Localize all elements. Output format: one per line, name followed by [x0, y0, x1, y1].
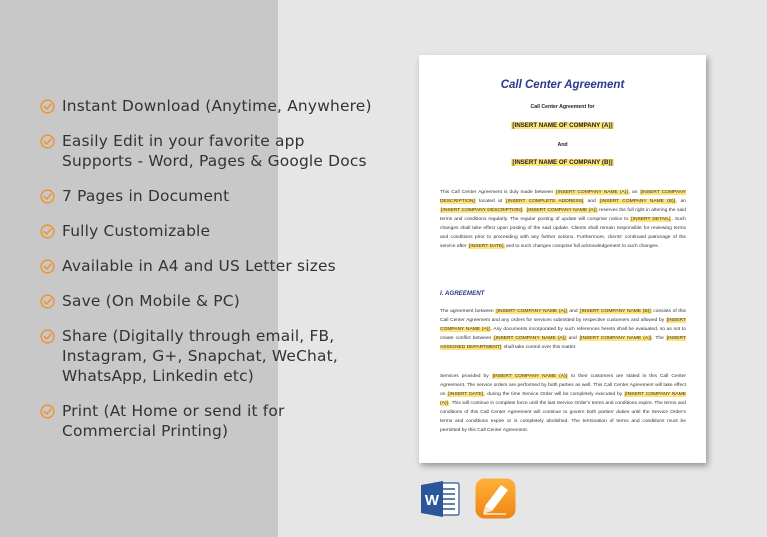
- placeholder-highlight: [INSERT ASSIGNED DEPARTMENT]: [440, 336, 686, 350]
- placeholder-highlight: [INSERT COMPANY NAME (A)]: [496, 309, 567, 314]
- feature-text: [62, 256, 336, 276]
- feature-item: [40, 256, 400, 276]
- paragraph-text: , during the time Service Order will be completely executed by: [484, 392, 624, 397]
- paragraph-text: located at: [475, 199, 506, 204]
- paragraph-text: . This will continue in complete force until the last Service Order's terms and conditions expire. The terms and conditions of this Call Center Agreement will continue to govern both parties' duties until the Service Order's terms and conditions expire or is completely abolished. The termination of terms and conditions must be permitted by this Call Center Agreement.: [440, 401, 686, 433]
- document-preview: [419, 55, 706, 463]
- intro-paragraph: [440, 188, 686, 251]
- placeholder-highlight: [INSERT COMPANY DESCRIPTION]: [440, 190, 686, 204]
- document-title: Call Center Agreement: [500, 79, 625, 91]
- paragraph-text: consists of this Call Center Agreement and any orders for services submitted by respective customers and allowed by: [440, 309, 686, 323]
- paragraph-text: , an: [628, 190, 640, 195]
- check-circle-icon: [40, 189, 55, 204]
- paragraph-text: This Call Center Agreement is duly made between: [440, 190, 556, 195]
- placeholder-highlight: [INSERT COMPANY NAME (A)]: [440, 392, 686, 406]
- feature-line: Commercial Printing): [62, 422, 229, 440]
- feature-list: [40, 96, 400, 456]
- placeholder-highlight: [INSERT DATE]: [448, 392, 484, 397]
- paragraph-text: . Such changes shall take effect upon posting of the said update. Clients shall remain responsible for reviewing terms and conditions prior to proceeding with any further actions. Furthermore, clients' continued patronage of the service after: [440, 217, 686, 249]
- feature-item: [40, 401, 400, 441]
- feature-text: [62, 291, 240, 311]
- company-b-placeholder: [419, 159, 706, 166]
- feature-item: [40, 326, 400, 386]
- feature-line: Save (On Mobile & PC): [62, 292, 240, 310]
- and-label: And: [557, 142, 568, 148]
- feature-text: [62, 401, 285, 441]
- paragraph-text: . The: [652, 336, 666, 341]
- feature-line: Easily Edit in your favorite app: [62, 132, 305, 150]
- paragraph-text: reserves the full right in altering the said terms and conditions regularly. The regular posting of update will comprise notice to: [440, 208, 686, 222]
- feature-line: Print (At Home or send it for: [62, 402, 285, 420]
- company-b-highlight: [INSERT NAME OF COMPANY (B)]: [512, 159, 613, 166]
- paragraph-text: The agreement between: [440, 309, 496, 314]
- svg-text:W: W: [424, 492, 440, 509]
- feature-line: Instagram, G+, Snapchat, WeChat,: [62, 347, 338, 365]
- company-a-highlight: [INSERT NAME OF COMPANY (A)]: [512, 122, 613, 129]
- paragraph-text: and: [566, 336, 579, 341]
- feature-item: [40, 221, 400, 241]
- check-circle-icon: [40, 99, 55, 114]
- placeholder-highlight: [INSERT COMPANY NAME (A)]: [494, 336, 566, 341]
- feature-line: Instant Download (Anytime, Anywhere): [62, 97, 372, 115]
- placeholder-highlight: [INSERT COMPANY NAME (A)]: [526, 208, 597, 213]
- document-subtitle: Call Center Agreement for: [530, 104, 595, 110]
- word-icon: [420, 480, 460, 518]
- placeholder-highlight: [INSERT COMPANY NAME (A)]: [579, 336, 652, 341]
- check-circle-icon: [40, 134, 55, 149]
- feature-text: [62, 326, 338, 386]
- feature-line: Available in A4 and US Letter sizes: [62, 257, 336, 275]
- feature-text: [62, 131, 367, 171]
- feature-line: 7 Pages in Document: [62, 187, 230, 205]
- paragraph-text: and: [567, 309, 580, 314]
- agreement-paragraph-1: [440, 307, 686, 352]
- placeholder-highlight: [INSERT COMPANY NAME (A)]: [440, 318, 686, 332]
- feature-item: [40, 291, 400, 311]
- paragraph-text: and: [584, 199, 599, 204]
- check-circle-icon: [40, 259, 55, 274]
- feature-line: Share (Digitally through email, FB,: [62, 327, 335, 345]
- paragraph-text: and to such changes comprise full acknowledgement to such changes.: [504, 244, 659, 249]
- placeholder-highlight: [INSERT COMPANY DESCRIPTION]: [441, 208, 523, 213]
- placeholder-highlight: [INSERT COMPANY NAME (B)]: [599, 199, 675, 204]
- paragraph-text: .: [523, 208, 526, 213]
- placeholder-highlight: [INSERT COMPANY NAME (A)]: [492, 374, 568, 379]
- company-a-placeholder: [419, 122, 706, 129]
- feature-item: [40, 96, 400, 116]
- paragraph-text: . Any documents incorporated by such references hereto shall be evaluated, so as not to create conflict between: [440, 327, 686, 341]
- pages-icon: [475, 478, 516, 519]
- paragraph-text: to their customers are stated in this Call Center Agreement. The service orders are performed by both parties as well. This Call Center Agreement will take effect on: [440, 374, 686, 397]
- placeholder-highlight: [INSERT DATE]: [469, 244, 504, 249]
- paragraph-text: , an: [675, 199, 686, 204]
- feature-text: [62, 221, 210, 241]
- feature-text: [62, 96, 372, 116]
- placeholder-highlight: [INSERT DETAIL]: [631, 217, 671, 222]
- check-circle-icon: [40, 294, 55, 309]
- feature-line: Fully Customizable: [62, 222, 211, 240]
- feature-line: WhatsApp, Linkedin etc): [62, 367, 255, 385]
- check-circle-icon: [40, 329, 55, 344]
- feature-line: Supports - Word, Pages & Google Docs: [62, 152, 367, 170]
- placeholder-highlight: [INSERT COMPANY NAME (B)]: [580, 309, 651, 314]
- check-circle-icon: [40, 404, 55, 419]
- agreement-heading: I. AGREEMENT: [440, 290, 485, 297]
- placeholder-highlight: [INSERT COMPANY NAME (A)]: [556, 190, 628, 195]
- agreement-paragraph-2: [440, 372, 686, 435]
- feature-text: [62, 186, 229, 206]
- paragraph-text: shall take control over this matter.: [502, 345, 577, 350]
- check-circle-icon: [40, 224, 55, 239]
- paragraph-text: Services provided by: [440, 374, 492, 379]
- feature-item: [40, 186, 400, 206]
- placeholder-highlight: [INSERT COMPLETE ADDRESS]: [506, 199, 584, 204]
- feature-item: [40, 131, 400, 171]
